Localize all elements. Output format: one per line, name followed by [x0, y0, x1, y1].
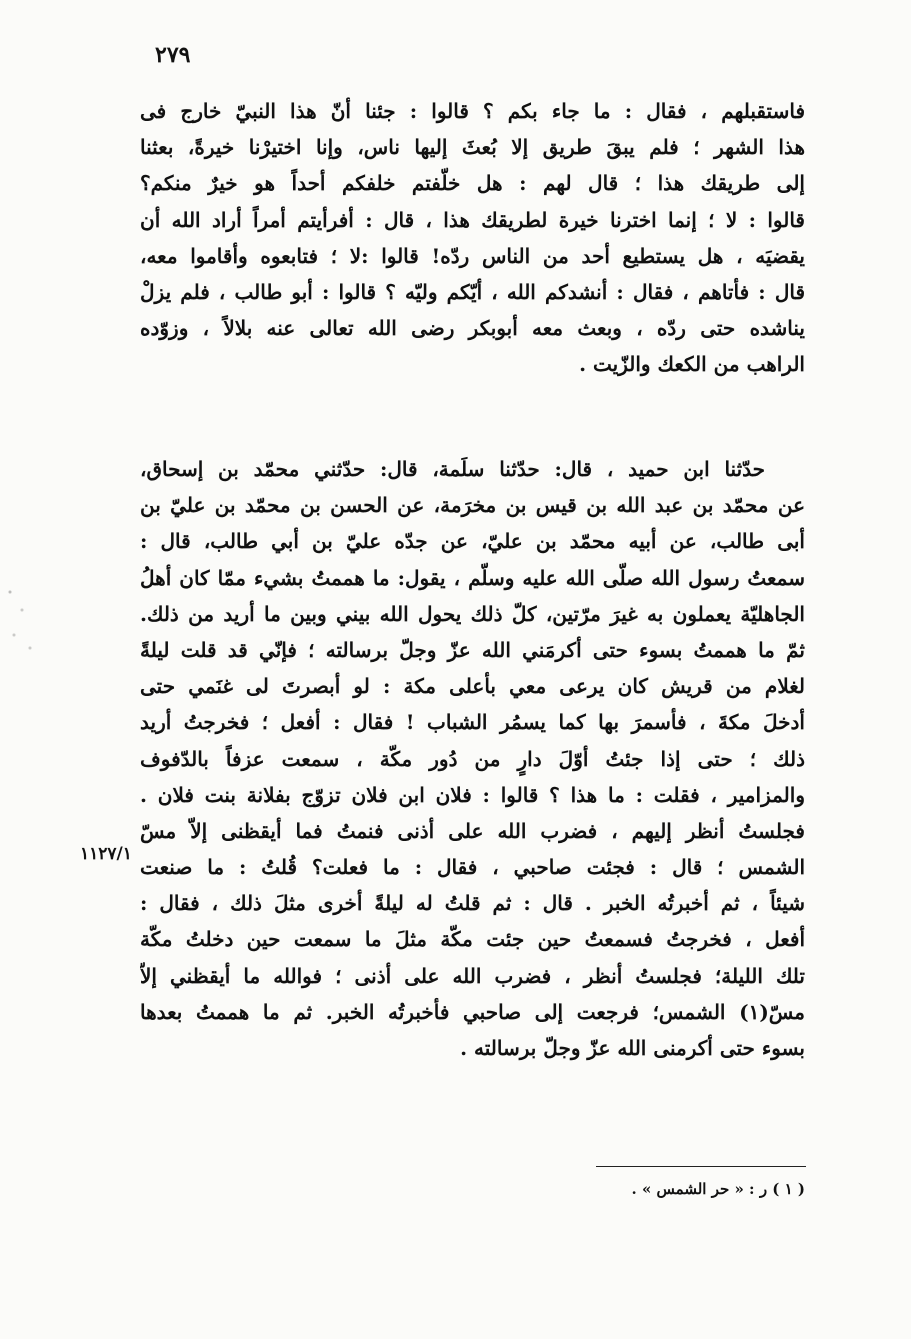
text-line: سمعتُ رسول الله صلّى الله عليه وسلّم ، يقول: ما هممتُ بشيء ممّا كان أهلُ [140, 565, 805, 590]
text-line: الشمس ؛ قال : فجئت صاحبي ، فقال : ما فعلت؟ قُلتُ : ما صنعت [140, 855, 805, 880]
text-line: ذلك ؛ حتى إذا جئتُ أوّلَ دارٍ من دُور مكّة ، سمعت عزفاً بالدّفوف [140, 746, 805, 771]
text-line: قال : فأتاهم ، فقال : أنشدكم الله ، أيّكم وليّه ؟ قالوا : أبو طالب ، فلم يزلْ [140, 279, 805, 304]
text-line: مسّ(١) الشمس؛ فرجعت إلى صاحبي فأخبرتُه الخبر. ثم ما هممتُ بعدها [140, 999, 805, 1024]
text-line: هذا الشهر ؛ فلم يبقَ طريق إلا بُعثَ إليها ناس، وإنا اختيرْنا خيرةً، بعثنا [140, 135, 805, 160]
text-line: شيئاً ، ثم أخبرتُه الخبر . قال : ثم قلتُ له ليلةً أخرى مثلَ ذلك ، فقال : [140, 891, 805, 916]
text-line: إلى طريقك هذا ؛ قال لهم : هل خلّفتم خلفكم أحداً هو خيرٌ منكم؟ [140, 171, 805, 196]
text-line: يناشده حتى ردّه ، وبعث معه أبوبكر رضى الله تعالى عنه بلالاً ، وزوّده [140, 316, 805, 341]
text-line: ثمّ ما هممتُ بسوء حتى أكرمَني الله عزّ وجلّ برسالته ؛ فإنّي قد قلت ليلةً [140, 637, 805, 662]
text-line: قالوا : لا ؛ إنما اخترنا خيرة لطريقك هذا ، قال : أفرأيتم أمراً أراد الله أن [140, 207, 805, 232]
margin-reference: ١١٢٧/١ [80, 844, 132, 864]
text-line: بسوء حتى أكرمنى الله عزّ وجلّ برسالته . [460, 1036, 805, 1060]
page-number: ٢٧٩ [155, 42, 191, 68]
text-line: حدّثنا ابن حميد ، قال: حدّثنا سلَمة، قال: حدّثني محمّد بن إسحاق، [140, 457, 765, 481]
footnote: ( ١ ) ر : « حر الشمس » . [631, 1180, 805, 1198]
text-line: تلك الليلة؛ فجلستُ أنظر ، فضرب الله على أذنى ؛ فوالله ما أيقظني إلاّ [140, 963, 805, 988]
text-line: لغلام من قريش كان يرعى معي بأعلى مكة : لو أبصرتَ لى غنَمي حتى [140, 674, 805, 699]
text-line: أبى طالب، عن أبيه محمّد بن عليّ، عن جدّه عليّ بن أبي طالب، قال : [140, 529, 805, 554]
scan-speckle [0, 580, 40, 660]
text-line: عن محمّد بن عبد الله بن قيس بن مخرَمة، عن الحسن بن محمّد بن عليّ بن [140, 493, 805, 518]
footnote-divider [596, 1166, 806, 1167]
text-line: يقضيَه ، هل يستطيع أحد من الناس ردّه! قالوا :لا ؛ فتابعوه وأقاموا معه، [140, 243, 805, 268]
text-line: أدخلَ مكةَ ، فأسمرَ بها كما يسمُر الشباب ! فقال : أفعل ؛ فخرجتُ أريد [140, 710, 805, 735]
text-line: الجاهليّة يعملون به غيرَ مرّتين، كلّ ذلك يحول الله بيني وبين ما أريد من ذلك. [140, 601, 805, 626]
text-line: الراهب من الكعك والزّيت . [579, 352, 805, 377]
text-line: فجلستُ أنظر إليهم ، فضرب الله على أذنى فنمتُ فما أيقظنى إلاّ مسّ [140, 818, 805, 843]
text-line: فاستقبلهم ، فقال : ما جاء بكم ؟ قالوا : جئنا أنّ هذا النبيّ خارج فى [140, 99, 805, 123]
paragraph-2 [140, 451, 805, 1066]
text-line: أفعل ، فخرجتُ فسمعتُ حين جئت مكّة مثلَ ما سمعت حين دخلتُ مكّة [140, 927, 805, 952]
paragraph-1 [140, 93, 805, 383]
text-line: والمزامير ، فقلت : ما هذا ؟ قالوا : فلان ابن فلان تزوّج بفلانة بنت فلان . [140, 782, 805, 807]
